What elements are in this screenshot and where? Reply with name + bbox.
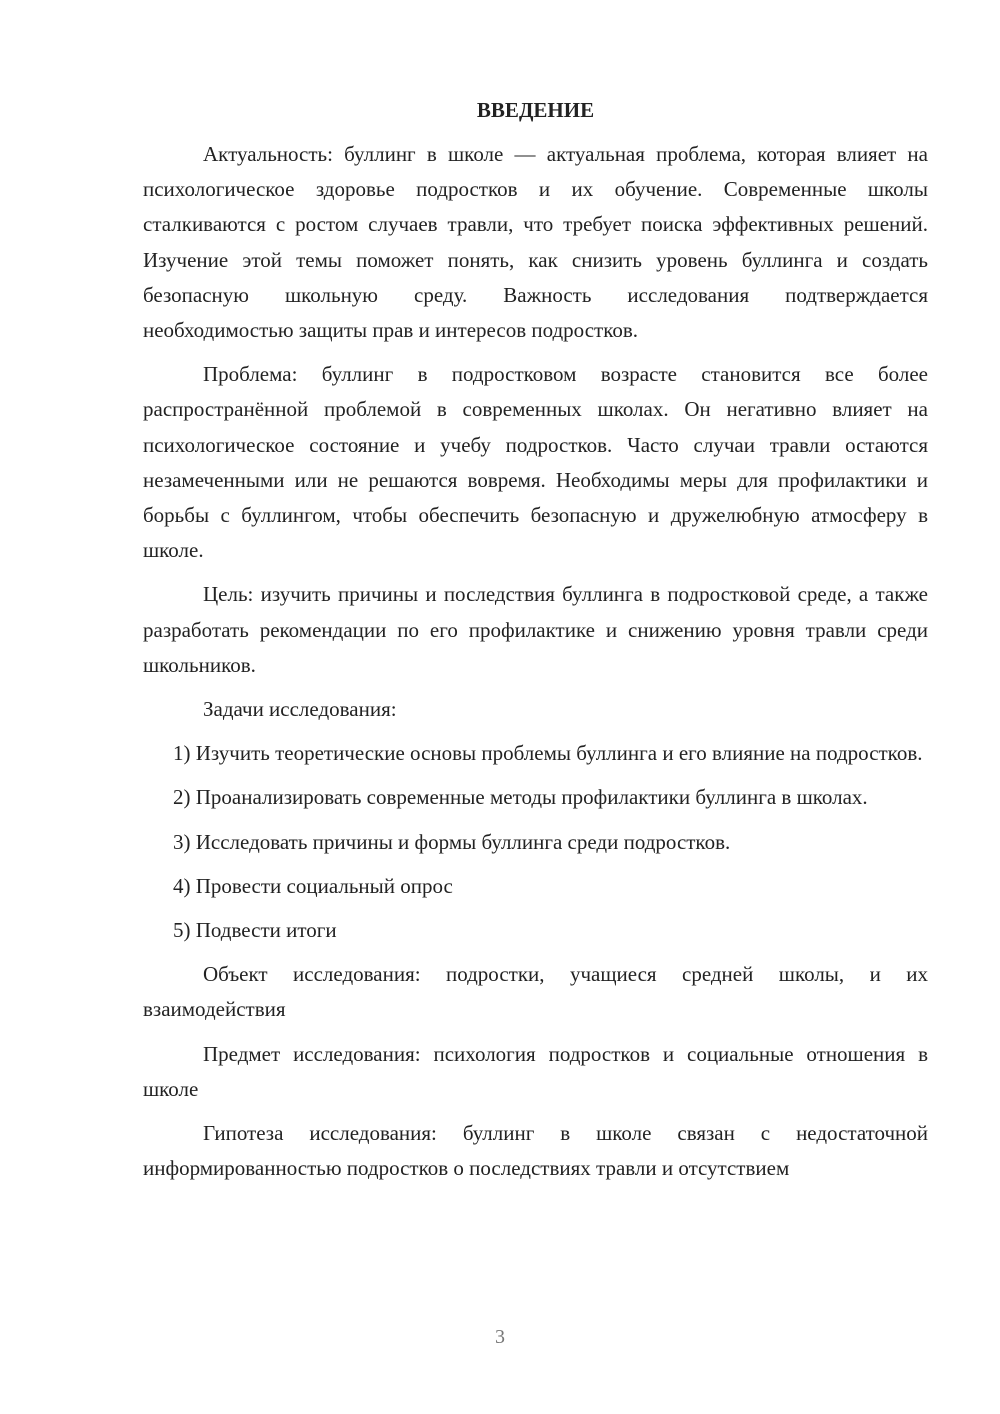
goal-paragraph: Цель: изучить причины и последствия буллинга в подростковой среде, а также разработать рекомендации по его профилактике и снижению уровня травли среди школьников. [143,582,928,677]
subject-paragraph: Предмет исследования: психология подростков и социальные отношения в школе [143,1041,928,1101]
object-paragraph: Объект исследования: подростки, учащиеся средней школы, и их взаимодействия [143,962,928,1022]
task-item-3: 3) Исследовать причины и формы буллинга среди подростков. [173,829,731,854]
task-item-2: 2) Проанализировать современные методы профилактики буллинга в школах. [173,785,868,810]
document-page [143,95,928,1195]
task-item-5: 5) Подвести итоги [173,918,337,943]
page-number: 3 [495,1326,505,1348]
task-item-1: 1) Изучить теоретические основы проблемы буллинга и его влияние на подростков. [173,741,923,766]
problem-paragraph: Проблема: буллинг в подростковом возрасте становится все более распространённой проблемой в современных школах. Он негативно влияет на психологическое состояние и учебу подростков. Часто случаи травли остаются незамеченными или не решаются вовремя. Необходимы меры для профилактики и борьбы с буллингом, чтобы обеспечить безопасную и дружелюбную атмосферу в школе. [143,362,928,563]
hypothesis-paragraph: Гипотеза исследования: буллинг в школе связан с недостаточной информированностью подростков о последствиях травли и отсутствием [143,1121,928,1181]
relevance-paragraph: Актуальность: буллинг в школе — актуальная проблема, которая влияет на психологическое здоровье подростков и их обучение. Современные школы сталкиваются с ростом случаев травли, что требует поиска эффективных решений. Изучение этой темы поможет понять, как снизить уровень буллинга и создать безопасную школьную среду. Важность исследования подтверждается необходимостью защиты прав и интересов подростков. [143,142,928,343]
section-heading: ВВЕДЕНИЕ [476,98,595,122]
task-item-4: 4) Провести социальный опрос [173,873,453,898]
tasks-heading: Задачи исследования: [203,697,397,722]
